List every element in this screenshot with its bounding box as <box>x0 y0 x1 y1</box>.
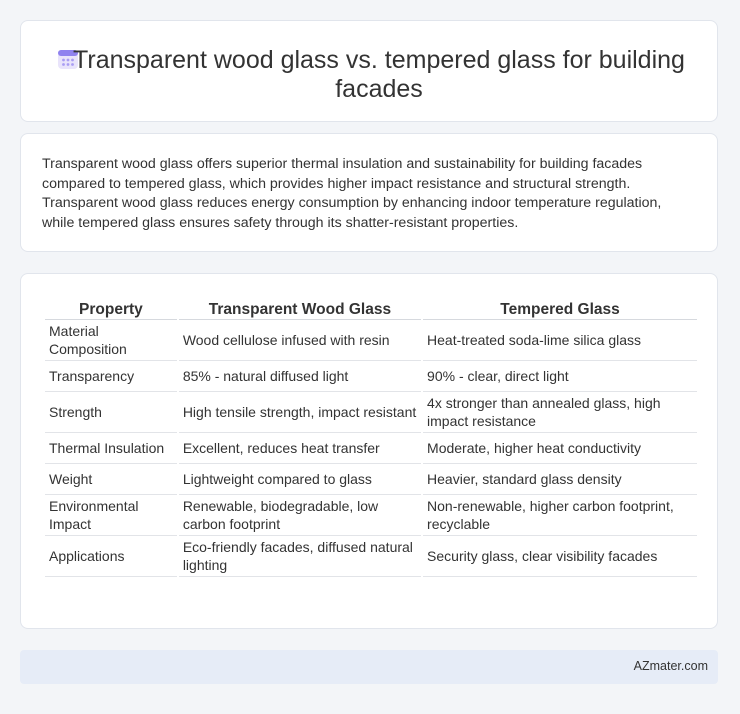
row-wood-value: Eco-friendly facades, diffused natural lighting <box>179 536 421 577</box>
table-row <box>45 536 697 577</box>
table-row <box>45 361 697 392</box>
row-property: Strength <box>45 392 177 433</box>
table-row <box>45 495 697 536</box>
row-wood-value: Renewable, biodegradable, low carbon footprint <box>179 495 421 536</box>
row-property: Material Composition <box>45 320 177 361</box>
table-row <box>45 433 697 464</box>
row-tempered-value: Heat-treated soda-lime silica glass <box>423 320 697 361</box>
row-wood-value: Wood cellulose infused with resin <box>179 320 421 361</box>
table-row <box>45 392 697 433</box>
table-row <box>45 320 697 361</box>
row-tempered-value: Heavier, standard glass density <box>423 464 697 495</box>
row-property: Applications <box>45 536 177 577</box>
column-header-property: Property <box>45 296 177 320</box>
row-wood-value: 85% - natural diffused light <box>179 361 421 392</box>
row-tempered-value: 4x stronger than annealed glass, high impact resistance <box>423 392 697 433</box>
footer <box>20 650 718 684</box>
row-wood-value: High tensile strength, impact resistant <box>179 392 421 433</box>
row-property: Transparency <box>45 361 177 392</box>
page-title: Transparent wood glass vs. tempered glass for building facades <box>73 46 685 103</box>
row-tempered-value: Moderate, higher heat conductivity <box>423 433 697 464</box>
row-wood-value: Lightweight compared to glass <box>179 464 421 495</box>
summary-card <box>20 133 718 252</box>
row-tempered-value: Security glass, clear visibility facades <box>423 536 697 577</box>
footer-brand: AZmater.com <box>633 659 708 673</box>
table-header-row <box>45 296 697 320</box>
row-tempered-value: 90% - clear, direct light <box>423 361 697 392</box>
row-property: Thermal Insulation <box>45 433 177 464</box>
column-header-tempered-glass: Tempered Glass <box>423 296 697 320</box>
row-property: Environmental Impact <box>45 495 177 536</box>
column-header-transparent-wood-glass: Transparent Wood Glass <box>179 296 421 320</box>
title-card <box>20 20 718 122</box>
row-tempered-value: Non-renewable, higher carbon footprint, recyclable <box>423 495 697 536</box>
table-row <box>45 464 697 495</box>
row-property: Weight <box>45 464 177 495</box>
comparison-table <box>43 296 699 577</box>
comparison-table-card <box>20 273 718 629</box>
summary-text: Transparent wood glass offers superior thermal insulation and sustainability for building facades compared to tempered glass, which provides higher impact resistance and structural strength. Transparent wood glass reduces energy consumption by enhancing indoor temperature regulation, while tempered glass ensures safety through its shatter-resistant properties. <box>42 156 662 231</box>
row-wood-value: Excellent, reduces heat transfer <box>179 433 421 464</box>
